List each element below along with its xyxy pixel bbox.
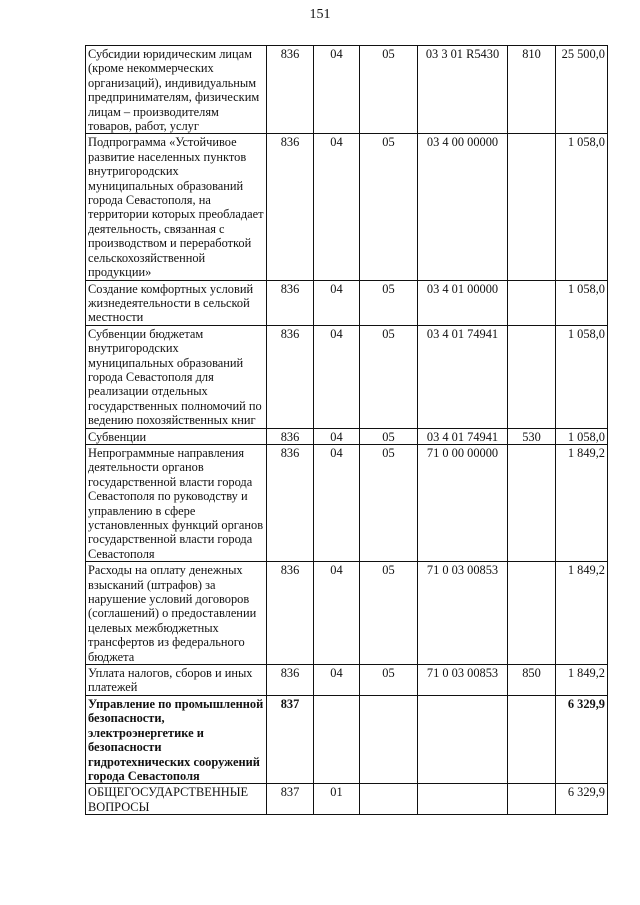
section-code-cell: 04	[314, 325, 360, 428]
subsection-code-cell	[360, 784, 418, 815]
expense-name-cell: ОБЩЕГОСУДАРСТВЕННЫЕ ВОПРОСЫ	[86, 784, 267, 815]
grbs-code-cell: 836	[267, 280, 314, 325]
table-row	[86, 428, 608, 444]
subsection-code-cell: 05	[360, 444, 418, 561]
target-article-cell: 71 0 03 00853	[418, 562, 508, 665]
table-row	[86, 46, 608, 134]
expense-name-cell: Подпрограмма «Устойчивое развитие населенных пунктов внутригородских муниципальных образований города Севастополя, на территории которых преобладает деятельность, связанная с производством и переработкой сельскохозяйственной продукции»	[86, 134, 267, 280]
grbs-code-cell: 836	[267, 444, 314, 561]
amount-cell: 1 849,2	[556, 444, 608, 561]
table-row	[86, 784, 608, 815]
table-row	[86, 280, 608, 325]
table-row	[86, 665, 608, 696]
expense-type-cell	[508, 562, 556, 665]
target-article-cell: 71 0 00 00000	[418, 444, 508, 561]
section-code-cell: 04	[314, 134, 360, 280]
expense-name-cell: Субвенции бюджетам внутригородских муниципальных образований города Севастополя для реализации отдельных государственных полномочий по ведению похозяйственных книг	[86, 325, 267, 428]
expense-type-cell	[508, 695, 556, 783]
expense-name-cell: Субсидии юридическим лицам (кроме некоммерческих организаций), индивидуальным предпринимателям, физическим лицам – производителям товаров, работ, услуг	[86, 46, 267, 134]
grbs-code-cell: 836	[267, 134, 314, 280]
table-row	[86, 134, 608, 280]
section-code-cell	[314, 695, 360, 783]
target-article-cell: 03 4 01 74941	[418, 325, 508, 428]
subsection-code-cell	[360, 695, 418, 783]
section-code-cell: 04	[314, 428, 360, 444]
section-code-cell: 01	[314, 784, 360, 815]
grbs-code-cell: 836	[267, 665, 314, 696]
subsection-code-cell: 05	[360, 428, 418, 444]
expense-type-cell	[508, 134, 556, 280]
target-article-cell: 03 4 01 00000	[418, 280, 508, 325]
expense-type-cell: 810	[508, 46, 556, 134]
expense-name-cell: Управление по промышленной безопасности, электроэнергетике и безопасности гидротехнических сооружений города Севастополя	[86, 695, 267, 783]
section-code-cell: 04	[314, 444, 360, 561]
target-article-cell: 03 4 00 00000	[418, 134, 508, 280]
amount-cell: 1 849,2	[556, 665, 608, 696]
table-row	[86, 562, 608, 665]
expense-name-cell: Непрограммные направления деятельности органов государственной власти города Севастополя по руководству и управлению в сфере установленных функций органов государственной власти города Севастополя	[86, 444, 267, 561]
target-article-cell: 03 4 01 74941	[418, 428, 508, 444]
amount-cell: 6 329,9	[556, 784, 608, 815]
amount-cell: 1 058,0	[556, 134, 608, 280]
table-row	[86, 325, 608, 428]
table-row	[86, 444, 608, 561]
subsection-code-cell: 05	[360, 562, 418, 665]
expense-name-cell: Уплата налогов, сборов и иных платежей	[86, 665, 267, 696]
target-article-cell	[418, 784, 508, 815]
expense-type-cell	[508, 280, 556, 325]
grbs-code-cell: 836	[267, 46, 314, 134]
expense-type-cell: 530	[508, 428, 556, 444]
target-article-cell: 03 3 01 R5430	[418, 46, 508, 134]
expense-type-cell	[508, 325, 556, 428]
subsection-code-cell: 05	[360, 280, 418, 325]
amount-cell: 1 058,0	[556, 428, 608, 444]
page-number: 151	[309, 7, 331, 22]
section-code-cell: 04	[314, 46, 360, 134]
expense-name-cell: Создание комфортных условий жизнедеятельности в сельской местности	[86, 280, 267, 325]
grbs-code-cell: 836	[267, 325, 314, 428]
amount-cell: 1 849,2	[556, 562, 608, 665]
target-article-cell	[418, 695, 508, 783]
amount-cell: 1 058,0	[556, 325, 608, 428]
grbs-code-cell: 837	[267, 784, 314, 815]
table-body	[86, 46, 608, 815]
expense-name-cell: Субвенции	[86, 428, 267, 444]
table-row	[86, 695, 608, 783]
budget-table	[85, 45, 608, 815]
subsection-code-cell: 05	[360, 665, 418, 696]
expense-type-cell	[508, 784, 556, 815]
expense-type-cell	[508, 444, 556, 561]
section-code-cell: 04	[314, 280, 360, 325]
grbs-code-cell: 836	[267, 428, 314, 444]
subsection-code-cell: 05	[360, 134, 418, 280]
amount-cell: 25 500,0	[556, 46, 608, 134]
subsection-code-cell: 05	[360, 325, 418, 428]
section-code-cell: 04	[314, 665, 360, 696]
grbs-code-cell: 836	[267, 562, 314, 665]
amount-cell: 6 329,9	[556, 695, 608, 783]
expense-type-cell: 850	[508, 665, 556, 696]
grbs-code-cell: 837	[267, 695, 314, 783]
target-article-cell: 71 0 03 00853	[418, 665, 508, 696]
expense-name-cell: Расходы на оплату денежных взысканий (штрафов) за нарушение условий договоров (соглашений) о предоставлении целевых межбюджетных трансфертов из федерального бюджета	[86, 562, 267, 665]
amount-cell: 1 058,0	[556, 280, 608, 325]
subsection-code-cell: 05	[360, 46, 418, 134]
section-code-cell: 04	[314, 562, 360, 665]
